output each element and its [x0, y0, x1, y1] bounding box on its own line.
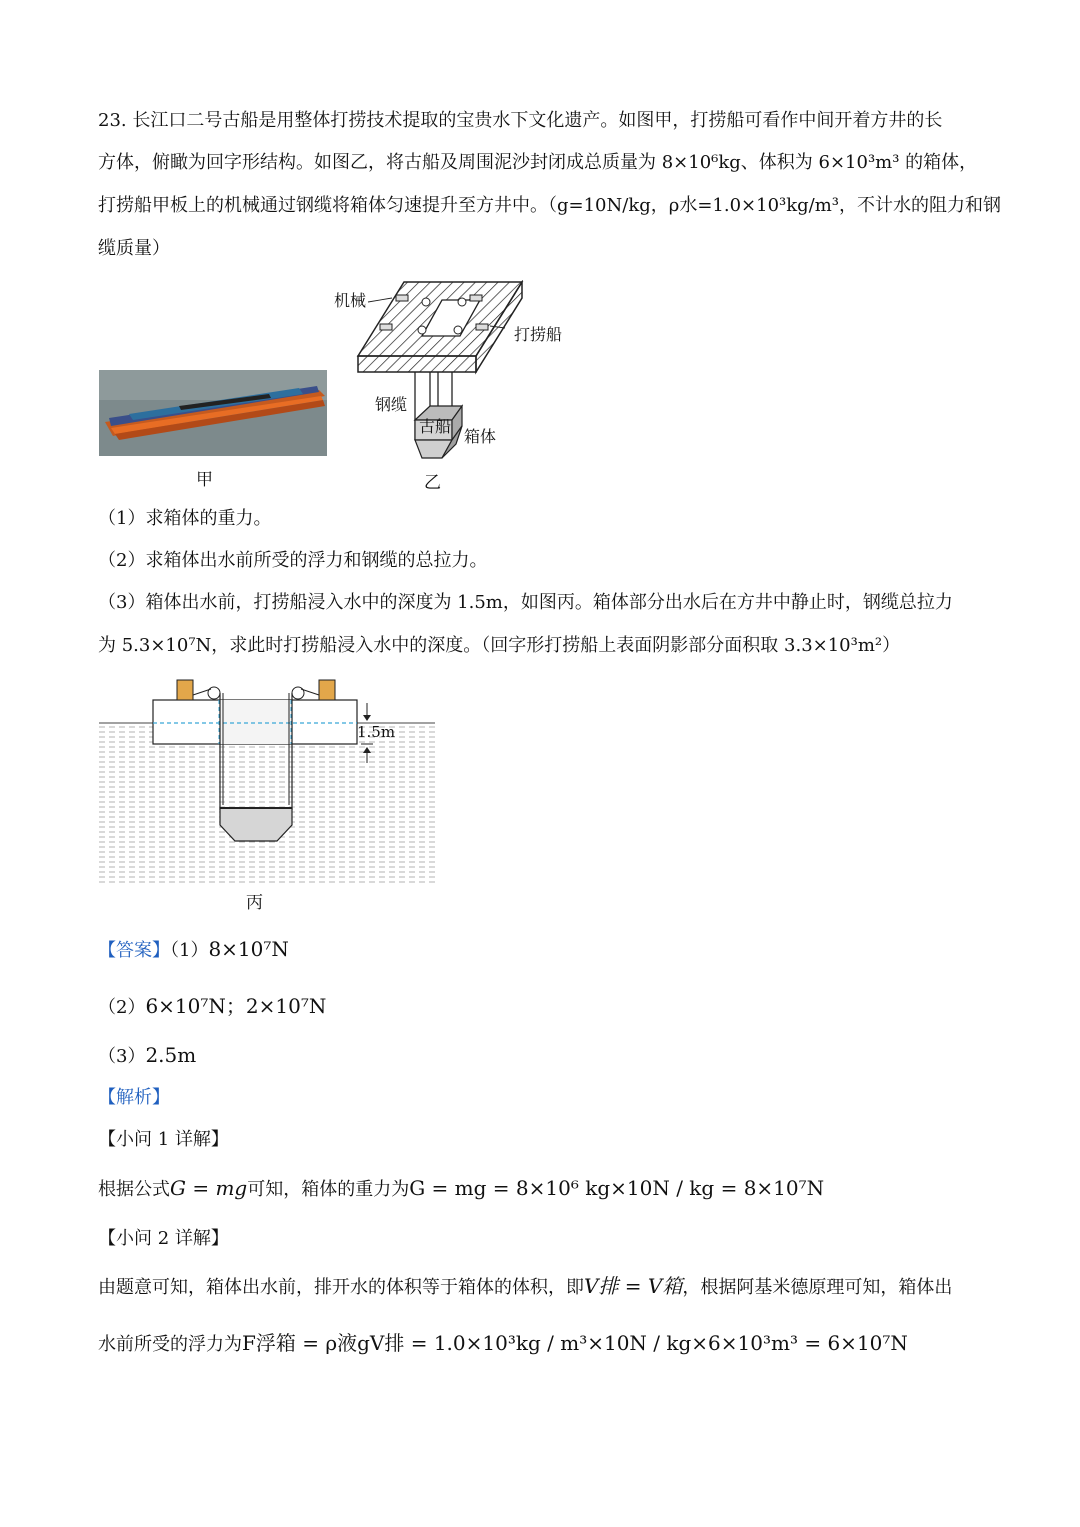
answer-3: [98, 1042, 196, 1070]
sub2-text-b: ，根据阿基米德原理可知，箱体出: [682, 1277, 953, 1298]
analysis-sub2-line-1: [98, 1273, 952, 1301]
analysis-sub2-line-2: [98, 1330, 908, 1358]
answer-2: [98, 993, 326, 1021]
figure-jia-caption: 甲: [196, 470, 213, 490]
sub2-text-a: 由题意可知，箱体出水前，排开水的体积等于箱体的体积，即: [98, 1277, 584, 1298]
label-ship: 打捞船: [514, 325, 563, 344]
label-cable: 钢缆: [375, 395, 408, 414]
subquestion-1: （1）求箱体的重力。: [98, 508, 272, 529]
bing-depth-label: 1.5m: [357, 723, 396, 741]
figure-yi-diagram: [330, 280, 580, 490]
answer-2-value: 6×10⁷N；2×10⁷N: [145, 994, 327, 1018]
subquestion-3-line-1: （3）箱体出水前，打捞船浸入水中的深度为 1.5m，如图丙。箱体部分出水后在方井中静止时，钢缆总拉力: [98, 592, 953, 613]
subquestion-2: （2）求箱体出水前所受的浮力和钢缆的总拉力。: [98, 550, 488, 571]
answer-2-prefix: （2）: [98, 997, 146, 1018]
question-line-3: 打捞船甲板上的机械通过钢缆将箱体匀速提升至方井中。（g=10N/kg，ρ水=1.0×10³kg/m³，不计水的阻力和钢: [98, 195, 1002, 216]
sub2-formula-2: F浮箱 = ρ液gV排 = 1.0×10³kg / m³×10N / kg×6×10³m³ = 6×10⁷N: [242, 1331, 908, 1355]
answer-3-value: 2.5m: [145, 1043, 197, 1067]
answer-1: [98, 936, 289, 964]
sub1-text-a: 根据公式: [98, 1179, 170, 1200]
label-machine: 机械: [334, 291, 367, 310]
analysis-label: 【解析】: [98, 1087, 170, 1108]
answer-label: 【答案】: [98, 940, 170, 961]
analysis-sub2-title: 【小问 2 详解】: [98, 1228, 229, 1249]
subquestion-3-line-2: 为 5.3×10⁷N，求此时打捞船浸入水中的深度。（回字形打捞船上表面阴影部分面积取 3.3×10³m²）: [98, 635, 901, 656]
figure-bing-diagram: [99, 675, 435, 885]
sub1-formula-1: G = mg: [170, 1176, 248, 1200]
label-old-ship: 古船: [419, 417, 452, 436]
question-line-4: 缆质量）: [98, 238, 170, 259]
analysis-sub1-title: 【小问 1 详解】: [98, 1129, 229, 1150]
sub1-formula-2: G = mg = 8×10⁶ kg×10N / kg = 8×10⁷N: [409, 1176, 825, 1200]
figure-yi-caption: 乙: [424, 473, 441, 493]
label-box: 箱体: [464, 427, 497, 446]
figure-bing-caption: 丙: [246, 893, 263, 913]
sub2-formula-1: V排 = V箱: [584, 1274, 683, 1298]
sub2-text-c: 水前所受的浮力为: [98, 1334, 242, 1355]
answer-1-prefix: （1）: [170, 940, 209, 961]
answer-3-prefix: （3）: [98, 1046, 146, 1067]
answer-1-value: 8×10⁷N: [208, 937, 289, 961]
question-line-1: 23. 长江口二号古船是用整体打捞技术提取的宝贵水下文化遗产。如图甲，打捞船可看作中间开着方井的长: [98, 110, 943, 131]
analysis-sub1-text: [98, 1175, 824, 1203]
figure-jia-photo: [99, 370, 327, 456]
question-line-2: 方体，俯瞰为回字形结构。如图乙，将古船及周围泥沙封闭成总质量为 8×10⁶kg、体积为 6×10³m³ 的箱体，: [98, 152, 978, 173]
sub1-text-b: 可知，箱体的重力为: [247, 1179, 410, 1200]
